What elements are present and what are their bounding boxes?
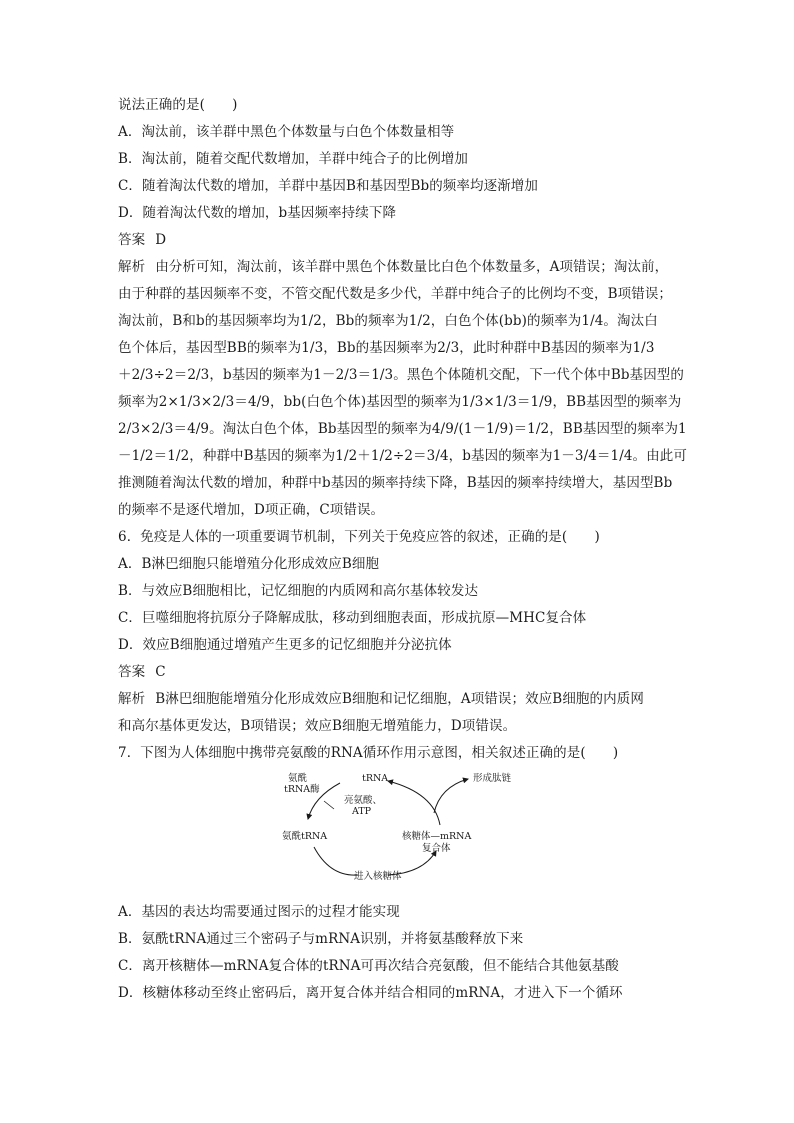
label-complex-2: 复合体 [422, 843, 451, 854]
answer-label: 答案 [118, 232, 146, 248]
arc-complex-to-trna [388, 781, 440, 825]
q7-option-d: D．核糖体移动至终止密码后，离开复合体并结合相同的mRNA，才进入下一个循环 [118, 985, 623, 1001]
label-trna: tRNA [362, 773, 389, 784]
label-complex-1: 核糖体—mRNA [402, 831, 472, 842]
q5-analysis-line: 频率为2×1/3×2/3＝4/9，bb(白色个体)基因型的频率为1/3×1/3＝1/9，BB基因型的频率为 [118, 394, 682, 410]
q7-option-a: A．基因的表达均需要通过图示的过程才能实现 [118, 904, 400, 920]
arrow-substrate-input [324, 801, 334, 809]
q5-analysis-line [118, 254, 688, 281]
q6-stem: 6．免疫是人体的一项重要调节机制，下列关于免疫应答的叙述，正确的是( ) [118, 529, 600, 545]
q6-option-d: D．效应B细胞通过增殖产生更多的记忆细胞并分泌抗体 [118, 637, 452, 653]
q5-option-a: A．淘汰前，该羊群中黑色个体数量与白色个体数量相等 [118, 124, 455, 140]
label-substrate-1: 亮氨酸、 [344, 795, 383, 806]
arc-peptide-branch [434, 779, 468, 813]
q5-analysis-line: 由于种群的基因频率不变，不管交配代数是多少代，羊群中纯合子的比例均不变，B项错误； [118, 286, 673, 302]
analysis-text: 由分析可知，淘汰前，该羊群中黑色个体数量比白色个体数量多，A项错误；淘汰前， [155, 259, 669, 275]
cycle-svg [118, 769, 688, 899]
q6-option-a: A．B淋巴细胞只能增殖分化形成效应B细胞 [118, 556, 380, 572]
label-enter-ribosome: 进入核糖体 [354, 871, 402, 882]
arc-aminoacyl-to-ribosome [314, 847, 358, 875]
document-page [118, 92, 688, 1007]
q6-analysis-line: 和高尔基体更发达，B项错误；效应B细胞无增殖能力，D项错误。 [118, 718, 517, 734]
q5-analysis-line: ＋2/3÷2＝2/3，b基因的频率为1－2/3＝1/3。黑色个体随机交配，下一代个体中Bb基因型的 [118, 367, 684, 383]
answer-value: C [155, 664, 166, 680]
q5-option-c: C．随着淘汰代数的增加，羊群中基因B和基因型Bb的频率均逐渐增加 [118, 178, 539, 194]
analysis-label: 解析 [118, 691, 146, 707]
q5-analysis-line: 的频率不是逐代增加，D项正确，C项错误。 [118, 502, 385, 518]
q7-stem: 7．下图为人体细胞中携带亮氨酸的RNA循环作用示意图，相关叙述正确的是( ) [118, 745, 619, 761]
label-aminoacyl-trna: 氨酰tRNA [282, 831, 328, 842]
label-enzyme-1: 氨酰 [288, 773, 308, 784]
q5-analysis-line: －1/2＝1/2，种群中B基因的频率为1/2＋1/2÷2＝3/4，b基因的频率为1－3/4＝1/4。由此可 [118, 448, 687, 464]
q5-option-d: D．随着淘汰代数的增加，b基因频率持续下降 [118, 205, 397, 221]
q5-option-b: B．淘汰前，随着交配代数增加，羊群中纯合子的比例增加 [118, 151, 469, 167]
q5-answer [118, 227, 688, 254]
label-substrate-2: ATP [352, 806, 372, 817]
q5-analysis-line: 推测随着淘汰代数的增加，种群中b基因的频率持续下降，B基因的频率持续增大，基因型Bb [118, 475, 673, 491]
q6-option-c: C．巨噬细胞将抗原分子降解成肽，移动到细胞表面，形成抗原—MHC复合体 [118, 610, 587, 626]
answer-value: D [155, 232, 167, 248]
analysis-text: B淋巴细胞能增殖分化形成效应B细胞和记忆细胞，A项错误；效应B细胞的内质网 [155, 691, 644, 707]
q6-answer [118, 659, 688, 686]
analysis-label: 解析 [118, 259, 146, 275]
trna-cycle-diagram [118, 769, 688, 899]
q5-stem: 说法正确的是( ) [118, 97, 238, 113]
label-peptide: 形成肽链 [473, 773, 512, 784]
q5-analysis-line: 淘汰前，B和b的基因频率均为1/2，Bb的频率为1/2，白色个体(bb)的频率为1/4。淘汰白 [118, 313, 658, 329]
q6-option-b: B．与效应B细胞相比，记忆细胞的内质网和高尔基体较发达 [118, 583, 479, 599]
label-enzyme-2: tRNA酶 [284, 784, 320, 795]
q7-option-b: B．氨酰tRNA通过三个密码子与mRNA识别，并将氨基酸释放下来 [118, 931, 524, 947]
q5-analysis-line: 2/3×2/3＝4/9。淘汰白色个体，Bb基因型的频率为4/9/(1－1/9)＝1/2，BB基因型的频率为1 [118, 421, 687, 437]
q5-analysis-line: 色个体后，基因型BB的频率为1/3，Bb的基因频率为2/3，此时种群中B基因的频率为1/3 [118, 340, 655, 356]
answer-label: 答案 [118, 664, 146, 680]
q6-analysis-line [118, 686, 688, 713]
q7-option-c: C．离开核糖体—mRNA复合体的tRNA可再次结合亮氨酸，但不能结合其他氨基酸 [118, 958, 619, 974]
